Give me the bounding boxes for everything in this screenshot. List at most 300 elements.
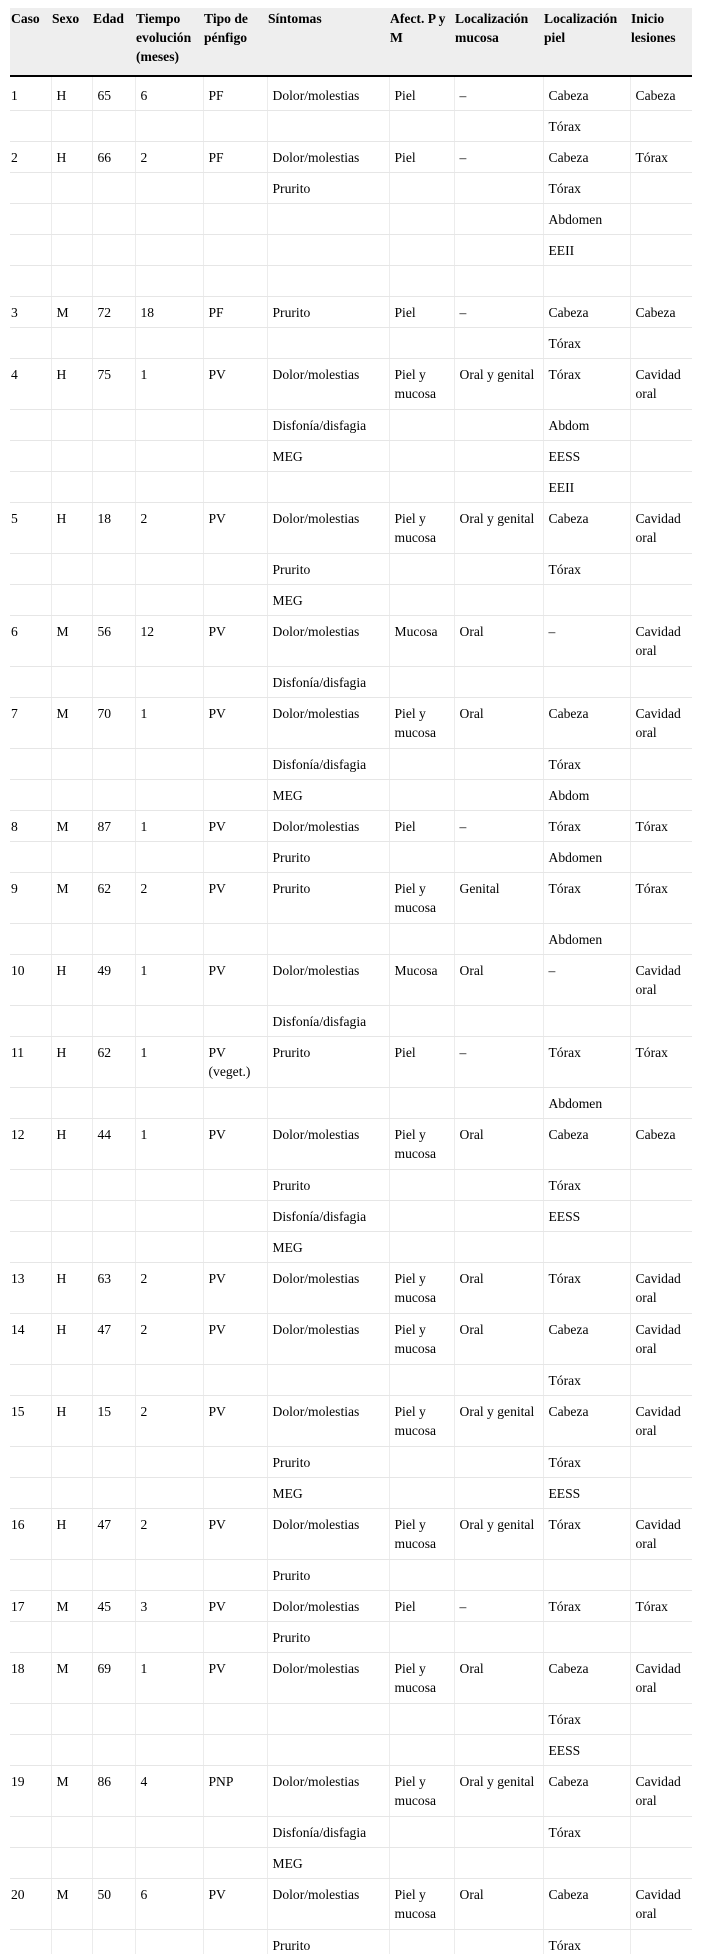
table-cell: 49: [92, 955, 135, 1006]
table-cell: [92, 749, 135, 780]
table-cell: 5: [10, 503, 51, 554]
table-cell: Disfonía/disfagia: [267, 749, 389, 780]
table-cell: [92, 924, 135, 955]
table-cell: [203, 1848, 267, 1879]
table-cell: Tórax: [543, 173, 630, 204]
table-cell: [135, 1170, 203, 1201]
table-cell: [51, 410, 92, 441]
table-cell: H: [51, 1037, 92, 1088]
table-cell: M: [51, 616, 92, 667]
table-cell: [92, 780, 135, 811]
table-cell: Cavidad oral: [630, 1766, 692, 1817]
table-cell: [51, 842, 92, 873]
table-cell: [10, 1006, 51, 1037]
table-cell: EEII: [543, 235, 630, 266]
table-cell: Dolor/molestias: [267, 955, 389, 1006]
table-cell: [51, 1704, 92, 1735]
table-cell: PV: [203, 1653, 267, 1704]
table-cell: 1: [135, 1653, 203, 1704]
table-cell: [135, 1704, 203, 1735]
table-cell: [203, 667, 267, 698]
table-cell: MEG: [267, 441, 389, 472]
table-cell: [203, 554, 267, 585]
table-cell: [454, 1817, 543, 1848]
table-cell: [51, 924, 92, 955]
table-row: [10, 204, 692, 235]
table-cell: 2: [10, 142, 51, 173]
table-cell: [389, 1088, 454, 1119]
table-cell: Piel y mucosa: [389, 1879, 454, 1930]
table-cell: PV: [203, 503, 267, 554]
table-cell: [454, 441, 543, 472]
table-cell: [135, 1560, 203, 1591]
table-cell: 6: [135, 1879, 203, 1930]
table-cell: Abdomen: [543, 924, 630, 955]
table-cell: H: [51, 503, 92, 554]
table-cell: Tórax: [543, 1365, 630, 1396]
table-cell: [630, 173, 692, 204]
table-row: [10, 811, 692, 842]
table-cell: [92, 1006, 135, 1037]
table-cell: [51, 667, 92, 698]
table-cell: [267, 1704, 389, 1735]
table-cell: Tórax: [543, 873, 630, 924]
table-cell: EESS: [543, 1201, 630, 1232]
table-cell: Dolor/molestias: [267, 1396, 389, 1447]
table-cell: [203, 173, 267, 204]
table-cell: [389, 842, 454, 873]
table-header-row: [10, 8, 692, 76]
table-cell: 47: [92, 1314, 135, 1365]
table-cell: [203, 410, 267, 441]
table-cell: Tórax: [543, 811, 630, 842]
table-cell: Prurito: [267, 1170, 389, 1201]
table-cell: [135, 111, 203, 142]
table-cell: Prurito: [267, 297, 389, 328]
table-cell: H: [51, 142, 92, 173]
table-cell: [389, 1006, 454, 1037]
table-cell: 72: [92, 297, 135, 328]
table-cell: [92, 173, 135, 204]
table-row: [10, 1263, 692, 1314]
table-cell: [630, 1447, 692, 1478]
table-cell: [92, 1088, 135, 1119]
table-cell: PV: [203, 811, 267, 842]
table-cell: Dolor/molestias: [267, 1766, 389, 1817]
table-cell: Dolor/molestias: [267, 76, 389, 111]
table-cell: Prurito: [267, 1560, 389, 1591]
table-cell: [630, 1930, 692, 1955]
table-cell: Dolor/molestias: [267, 1509, 389, 1560]
table-cell: [203, 1735, 267, 1766]
table-cell: [454, 1088, 543, 1119]
table-cell: [630, 235, 692, 266]
table-cell: 50: [92, 1879, 135, 1930]
table-cell: 16: [10, 1509, 51, 1560]
table-row: [10, 328, 692, 359]
table-cell: [92, 1232, 135, 1263]
table-cell: M: [51, 297, 92, 328]
column-header: Sexo: [51, 8, 92, 76]
table-cell: Tórax: [630, 811, 692, 842]
table-cell: [51, 235, 92, 266]
table-cell: [630, 780, 692, 811]
table-cell: Piel: [389, 142, 454, 173]
table-cell: [389, 266, 454, 297]
table-cell: [203, 1447, 267, 1478]
table-cell: [51, 441, 92, 472]
table-cell: [92, 441, 135, 472]
table-row: [10, 266, 692, 297]
table-cell: [389, 667, 454, 698]
table-cell: Tórax: [543, 1704, 630, 1735]
table-cell: PV: [203, 1879, 267, 1930]
table-cell: [454, 1232, 543, 1263]
table-cell: Cabeza: [543, 1396, 630, 1447]
table-cell: Prurito: [267, 842, 389, 873]
table-cell: [92, 1170, 135, 1201]
table-cell: 12: [135, 616, 203, 667]
table-cell: –: [543, 955, 630, 1006]
table-cell: Mucosa: [389, 616, 454, 667]
table-cell: [203, 1088, 267, 1119]
table-row: [10, 111, 692, 142]
table-cell: Dolor/molestias: [267, 503, 389, 554]
table-cell: 4: [10, 359, 51, 410]
table-cell: Dolor/molestias: [267, 1653, 389, 1704]
table-cell: [630, 266, 692, 297]
table-row: [10, 1735, 692, 1766]
table-cell: 15: [10, 1396, 51, 1447]
table-cell: [51, 780, 92, 811]
column-header: Inicio lesiones: [630, 8, 692, 76]
table-cell: [543, 1848, 630, 1879]
table-cell: 62: [92, 1037, 135, 1088]
table-cell: [135, 842, 203, 873]
table-cell: [135, 924, 203, 955]
table-cell: PV: [203, 616, 267, 667]
table-cell: 2: [135, 1263, 203, 1314]
table-cell: H: [51, 1396, 92, 1447]
table-cell: [543, 1232, 630, 1263]
table-cell: [10, 1930, 51, 1955]
table-body: [10, 76, 692, 1954]
table-cell: [454, 780, 543, 811]
table-cell: Oral: [454, 955, 543, 1006]
table-cell: [10, 235, 51, 266]
table-cell: [630, 1365, 692, 1396]
table-cell: [389, 173, 454, 204]
table-cell: Dolor/molestias: [267, 142, 389, 173]
table-cell: [389, 1735, 454, 1766]
table-cell: 18: [10, 1653, 51, 1704]
table-row: [10, 873, 692, 924]
table-row: [10, 1509, 692, 1560]
table-row: [10, 1037, 692, 1088]
table-cell: Tórax: [543, 554, 630, 585]
table-cell: [203, 441, 267, 472]
table-cell: [135, 1447, 203, 1478]
table-cell: [135, 585, 203, 616]
table-cell: 15: [92, 1396, 135, 1447]
table-cell: [135, 173, 203, 204]
table-cell: Abdomen: [543, 204, 630, 235]
table-cell: 6: [10, 616, 51, 667]
table-cell: [203, 749, 267, 780]
table-row: [10, 142, 692, 173]
table-cell: 19: [10, 1766, 51, 1817]
table-cell: Prurito: [267, 1037, 389, 1088]
table-cell: Cavidad oral: [630, 1879, 692, 1930]
table-cell: 1: [135, 698, 203, 749]
table-cell: [389, 585, 454, 616]
table-cell: [454, 410, 543, 441]
table-cell: [267, 328, 389, 359]
table-cell: [10, 749, 51, 780]
table-cell: Oral y genital: [454, 1766, 543, 1817]
table-cell: 1: [10, 76, 51, 111]
table-cell: [10, 204, 51, 235]
table-cell: [135, 667, 203, 698]
table-cell: H: [51, 1119, 92, 1170]
table-row: [10, 924, 692, 955]
table-cell: [389, 1817, 454, 1848]
table-cell: [454, 1170, 543, 1201]
table-cell: [92, 1930, 135, 1955]
table-cell: [135, 266, 203, 297]
table-cell: [389, 554, 454, 585]
table-cell: Cavidad oral: [630, 616, 692, 667]
table-cell: [630, 585, 692, 616]
table-cell: [92, 1817, 135, 1848]
table-row: [10, 1119, 692, 1170]
table-row: [10, 297, 692, 328]
table-cell: –: [543, 616, 630, 667]
table-cell: Cabeza: [543, 698, 630, 749]
table-cell: PF: [203, 142, 267, 173]
table-cell: Abdom: [543, 780, 630, 811]
table-cell: [454, 1735, 543, 1766]
table-cell: Oral y genital: [454, 1396, 543, 1447]
table-cell: [10, 1365, 51, 1396]
table-cell: Tórax: [543, 1170, 630, 1201]
table-cell: [135, 1365, 203, 1396]
table-cell: 1: [135, 1119, 203, 1170]
table-cell: [454, 1201, 543, 1232]
table-cell: Cabeza: [543, 142, 630, 173]
table-cell: [389, 749, 454, 780]
table-cell: 2: [135, 873, 203, 924]
table-cell: [135, 1478, 203, 1509]
table-row: [10, 472, 692, 503]
table-cell: [51, 1170, 92, 1201]
table-cell: Prurito: [267, 173, 389, 204]
table-cell: [51, 1560, 92, 1591]
table-cell: [51, 1848, 92, 1879]
table-cell: [630, 1704, 692, 1735]
table-cell: [454, 1848, 543, 1879]
table-cell: [92, 1704, 135, 1735]
table-cell: MEG: [267, 1478, 389, 1509]
table-cell: [630, 1006, 692, 1037]
table-cell: [267, 111, 389, 142]
table-cell: [10, 667, 51, 698]
table-cell: [10, 554, 51, 585]
table-cell: Oral y genital: [454, 1509, 543, 1560]
table-cell: M: [51, 1879, 92, 1930]
table-cell: [630, 328, 692, 359]
table-cell: [203, 585, 267, 616]
table-cell: [630, 1560, 692, 1591]
table-cell: –: [454, 297, 543, 328]
table-cell: Piel: [389, 76, 454, 111]
table-cell: [92, 1848, 135, 1879]
table-cell: [135, 1088, 203, 1119]
table-cell: [51, 1201, 92, 1232]
table-cell: Disfonía/disfagia: [267, 410, 389, 441]
table-cell: [51, 1088, 92, 1119]
table-cell: 3: [135, 1591, 203, 1622]
table-cell: Piel y mucosa: [389, 698, 454, 749]
table-cell: [630, 1817, 692, 1848]
table-cell: Tórax: [630, 873, 692, 924]
table-cell: [454, 554, 543, 585]
table-cell: Oral y genital: [454, 359, 543, 410]
table-cell: [10, 472, 51, 503]
table-cell: [10, 780, 51, 811]
table-cell: [630, 554, 692, 585]
table-cell: Tórax: [630, 142, 692, 173]
table-cell: [51, 472, 92, 503]
table-cell: Oral: [454, 1119, 543, 1170]
column-header: Síntomas: [267, 8, 389, 76]
table-cell: Oral: [454, 616, 543, 667]
table-cell: [92, 1365, 135, 1396]
table-cell: [203, 1930, 267, 1955]
table-cell: Prurito: [267, 554, 389, 585]
table-cell: 63: [92, 1263, 135, 1314]
table-cell: [267, 266, 389, 297]
table-cell: [10, 1447, 51, 1478]
table-cell: Tórax: [543, 1591, 630, 1622]
table-cell: PV: [203, 359, 267, 410]
table-cell: [203, 1232, 267, 1263]
table-cell: Tórax: [543, 111, 630, 142]
table-cell: PNP: [203, 1766, 267, 1817]
table-cell: [10, 173, 51, 204]
table-cell: [454, 1930, 543, 1955]
table-container: [10, 8, 692, 1954]
table-cell: M: [51, 698, 92, 749]
table-cell: Dolor/molestias: [267, 1263, 389, 1314]
table-cell: [10, 111, 51, 142]
table-cell: H: [51, 955, 92, 1006]
table-cell: –: [454, 1037, 543, 1088]
table-cell: [630, 1848, 692, 1879]
table-cell: [454, 266, 543, 297]
table-cell: [389, 1447, 454, 1478]
table-cell: –: [454, 1591, 543, 1622]
table-cell: 62: [92, 873, 135, 924]
table-cell: 9: [10, 873, 51, 924]
table-cell: Abdom: [543, 410, 630, 441]
table-cell: [454, 1478, 543, 1509]
table-cell: [51, 173, 92, 204]
table-cell: Disfonía/disfagia: [267, 1201, 389, 1232]
table-row: [10, 410, 692, 441]
table-cell: 14: [10, 1314, 51, 1365]
table-cell: [10, 1170, 51, 1201]
table-cell: PV: [203, 1591, 267, 1622]
table-row: [10, 842, 692, 873]
table-cell: –: [454, 76, 543, 111]
table-cell: [135, 328, 203, 359]
table-row: [10, 173, 692, 204]
table-cell: 44: [92, 1119, 135, 1170]
table-cell: [92, 204, 135, 235]
column-header: Caso: [10, 8, 51, 76]
table-cell: H: [51, 1263, 92, 1314]
table-cell: [10, 441, 51, 472]
table-cell: Cabeza: [543, 76, 630, 111]
table-cell: Mucosa: [389, 955, 454, 1006]
table-cell: Abdomen: [543, 1088, 630, 1119]
table-cell: [543, 266, 630, 297]
table-cell: 3: [10, 297, 51, 328]
table-cell: 8: [10, 811, 51, 842]
table-cell: Cavidad oral: [630, 1314, 692, 1365]
table-cell: Tórax: [543, 1509, 630, 1560]
table-cell: Dolor/molestias: [267, 616, 389, 667]
table-cell: Cabeza: [630, 1119, 692, 1170]
table-cell: [135, 554, 203, 585]
table-row: [10, 359, 692, 410]
table-cell: M: [51, 811, 92, 842]
table-cell: –: [454, 811, 543, 842]
table-cell: Oral: [454, 1653, 543, 1704]
table-cell: [389, 328, 454, 359]
table-cell: H: [51, 1509, 92, 1560]
table-cell: [92, 1560, 135, 1591]
table-cell: [10, 1560, 51, 1591]
table-cell: [203, 1560, 267, 1591]
table-row: [10, 1930, 692, 1955]
table-cell: EESS: [543, 1478, 630, 1509]
table-cell: Piel y mucosa: [389, 1653, 454, 1704]
table-cell: [630, 842, 692, 873]
table-cell: [630, 1088, 692, 1119]
table-cell: Piel y mucosa: [389, 1314, 454, 1365]
table-cell: Piel y mucosa: [389, 1119, 454, 1170]
table-cell: [630, 1201, 692, 1232]
table-cell: [267, 924, 389, 955]
table-cell: [135, 1006, 203, 1037]
table-row: [10, 235, 692, 266]
table-cell: 2: [135, 1314, 203, 1365]
table-cell: 87: [92, 811, 135, 842]
table-cell: Cavidad oral: [630, 1396, 692, 1447]
table-cell: [203, 328, 267, 359]
table-cell: [454, 1365, 543, 1396]
table-cell: [92, 111, 135, 142]
table-cell: Dolor/molestias: [267, 359, 389, 410]
table-cell: [630, 667, 692, 698]
table-cell: [389, 1704, 454, 1735]
table-row: [10, 1704, 692, 1735]
table-cell: [630, 204, 692, 235]
table-cell: Tórax: [543, 1930, 630, 1955]
table-cell: 12: [10, 1119, 51, 1170]
